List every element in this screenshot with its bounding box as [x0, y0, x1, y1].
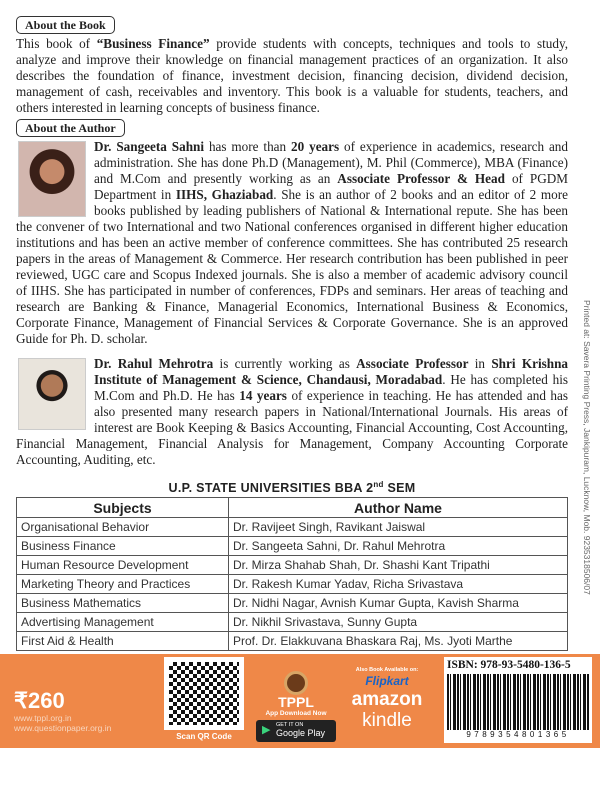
author-cell: Dr. Ravijeet Singh, Ravikant Jaiswal [229, 518, 568, 537]
tppl-logo-icon [284, 671, 308, 695]
text-segment: of experience in teaching. He has attended and has also presented many research papers in National/International Journals. His areas of interest are Book Keeping & Basics Accounting, Financial Accounting, Cost Accounting, Financial Management, Financial Analysis for Management, Company Accounting Corporate Accounting, Auditing, etc. [16, 388, 568, 467]
author2-block [16, 356, 568, 471]
subject-cell: Human Resource Development [17, 556, 229, 575]
text-segment: of PGDM Department in [94, 171, 568, 202]
table-row [17, 632, 568, 651]
text-segment: in [468, 356, 492, 371]
table-row [17, 575, 568, 594]
subject-cell: Organisational Behavior [17, 518, 229, 537]
table-row [17, 613, 568, 632]
author-cell: Dr. Mirza Shahab Shah, Dr. Shashi Kant Tripathi [229, 556, 568, 575]
website-link[interactable]: www.tppl.org.in [14, 713, 72, 724]
play-icon: ▶ [262, 724, 271, 737]
text-segment: 20 years [291, 139, 340, 154]
text-segment: IIHS, Ghaziabad [175, 187, 274, 202]
col-subjects: Subjects [17, 498, 229, 518]
about-book-heading: About the Book [16, 16, 115, 34]
footer-band [0, 654, 600, 748]
subject-cell: Business Finance [17, 537, 229, 556]
text-segment: provide students with concepts, techniques and tools to study, analyze and improve their knowledge on financial management practices of an organization. It also describes the foundation of finance, investment decision, financing decision, dividend decision, management of cash, receivables and inventory. This book is a valuable for students, teachers, and others interested in learning concepts of business finance. [16, 36, 568, 115]
text-segment: has more than [204, 139, 292, 154]
text-segment: . She is an author of 2 books and an editor of 2 more books published by leading publishers of National & International repute. She has been the convener of two International and two National conferences organised in different higher education institutions and has been an active member of conference committees. She has contributed 25 research papers in the areas of Management & Commerce. Her research contribution has been published in peer reviewed, UGC care and Scopus Indexed journals. She is also a member of academic advisory council of IIHS. She has participated in number of conferences, FDPs and seminars. Her areas of teaching and research are Banking & Finance, Managerial Economics, International Business & Economics, Corporate Finance, Management of Financial Services & Corporate Governance. She is an approved Guide for Ph. D. scholar. [16, 187, 568, 346]
isbn: ISBN: 978-93-5480-136-5 [447, 659, 571, 672]
col-author: Author Name [229, 498, 568, 518]
table-row [17, 556, 568, 575]
barcode [444, 657, 592, 743]
table-row [17, 537, 568, 556]
text-segment: Associate Professor [356, 356, 469, 371]
table-row [17, 594, 568, 613]
about-author-heading: About the Author [16, 119, 125, 137]
barcode-number: 9789354801365 [466, 730, 570, 740]
text-segment: is currently working as [213, 356, 357, 371]
table-row [17, 518, 568, 537]
subject-cell: Marketing Theory and Practices [17, 575, 229, 594]
author1-bio [16, 139, 568, 347]
text-segment: Dr. Sangeeta Sahni [94, 139, 205, 154]
subject-cell: Advertising Management [17, 613, 229, 632]
author1-photo [18, 141, 86, 217]
author-cell: Dr. Nidhi Nagar, Avnish Kumar Gupta, Kavish Sharma [229, 594, 568, 613]
flipkart-logo[interactable]: Flipkart [365, 674, 409, 689]
qr-code[interactable] [164, 657, 244, 730]
series-table [16, 497, 568, 651]
app-download: App Download Now [265, 710, 327, 718]
price: ₹260 [14, 688, 65, 714]
amazon-logo[interactable]: amazon [351, 689, 423, 711]
subject-cell: Business Mathematics [17, 594, 229, 613]
author-cell: Dr. Sangeeta Sahni, Dr. Rahul Mehrotra [229, 537, 568, 556]
author-cell: Prof. Dr. Elakkuvana Bhaskara Raj, Ms. Jyoti Marthe [229, 632, 568, 651]
author-cell: Dr. Nikhil Srivastava, Sunny Gupta [229, 613, 568, 632]
about-book-text [16, 36, 568, 116]
text-segment: “Business Finance” [96, 36, 210, 51]
author2-photo [18, 358, 86, 430]
website-link-2[interactable]: www.questionpaper.org.in [14, 723, 112, 734]
text-segment: of experience in academics, research and administration. She has done Ph.D (Management), M. Phil (Commerce), MBA (Finance) and M.Com and presently working as an [94, 139, 568, 186]
qr-label: Scan QR Code [176, 732, 232, 742]
kindle-logo[interactable]: kindle [362, 710, 412, 732]
series-title: U.P. STATE UNIVERSITIES BBA 2nd SEM [168, 480, 416, 496]
also-available: Also Book Available on: [355, 667, 419, 674]
barcode-bars [447, 674, 589, 730]
author2-bio [16, 356, 568, 468]
text-segment: Dr. Rahul Mehrotra [94, 356, 214, 371]
text-segment: 14 years [239, 388, 287, 403]
text-segment: Shri Krishna Institute of Management & Science, Chandausi, Moradabad [94, 356, 568, 387]
brand: TPPL [278, 694, 314, 711]
text-segment: This book of [16, 36, 97, 51]
google-play-button[interactable]: ▶ GET IT ON Google Play [256, 720, 336, 742]
text-segment: . He has completed his M.Com and Ph.D. He has [94, 372, 568, 403]
author-cell: Dr. Rakesh Kumar Yadav, Richa Srivastava [229, 575, 568, 594]
subject-cell: First Aid & Health [17, 632, 229, 651]
printer-info: Printed at: Savera Printing Press, Jankipuram, Lucknow, Mob. 9235318506/07 [582, 300, 592, 595]
author1-block [16, 139, 568, 350]
text-segment: Associate Professor & Head [337, 171, 505, 186]
